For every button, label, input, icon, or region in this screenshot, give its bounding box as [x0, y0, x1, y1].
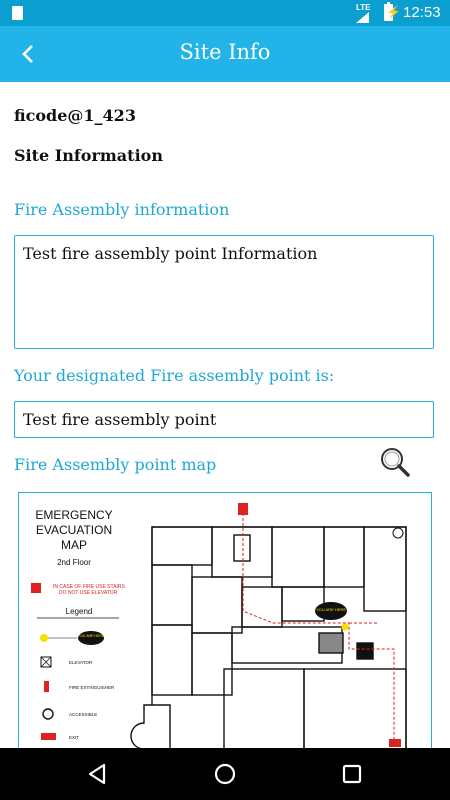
fire-assembly-info-label: Fire Assembly information	[14, 200, 230, 219]
you-are-here-text: YOU ARE HERE	[77, 634, 105, 638]
evacuation-route	[243, 513, 394, 743]
legend-accessible: ACCESSIBLE	[69, 712, 98, 717]
exit-icon	[41, 733, 56, 740]
you-are-here-marker-text: YOU ARE HERE	[315, 607, 347, 612]
accessible-map-icon	[393, 528, 403, 538]
charging-icon: ⚡	[386, 5, 401, 19]
evacuation-map[interactable]	[18, 492, 432, 750]
triangle-back-icon[interactable]	[86, 762, 110, 786]
exit-bottom-icon	[389, 739, 401, 747]
section-title: Site Information	[14, 146, 163, 165]
stairs-icon	[31, 583, 41, 593]
square-recents-icon[interactable]	[340, 762, 364, 786]
accessible-icon	[43, 709, 53, 719]
site-code: ficode@1_423	[14, 106, 136, 125]
map-warning: DO NOT USE ELEVATOR	[59, 590, 118, 596]
map-title-line: EVACUATION	[35, 523, 113, 537]
map-floor: 2nd Floor	[57, 558, 91, 567]
legend-extinguisher: FIRE EXTINGUISHER	[69, 685, 115, 690]
map-label: Fire Assembly point map	[14, 455, 217, 474]
exit-top-icon	[238, 503, 248, 515]
fire-assembly-info-field[interactable]: Test fire assembly point Information	[14, 235, 434, 349]
legend-exit: EXIT	[69, 735, 80, 740]
you-are-here-dot-icon	[40, 634, 48, 642]
magnifier-icon	[377, 445, 411, 479]
designated-point-label: Your designated Fire assembly point is:	[14, 366, 335, 385]
sd-card-icon	[12, 6, 23, 20]
map-legend-panel	[31, 508, 126, 740]
search-button[interactable]	[377, 445, 411, 479]
map-title-line: MAP	[60, 538, 88, 552]
legend-elevator: ELEVATOR	[69, 660, 93, 665]
floor-plan	[131, 527, 406, 749]
app-bar	[0, 26, 450, 82]
signal-icon	[356, 12, 369, 23]
you-are-here-dot	[342, 624, 349, 631]
designated-point-field[interactable]: Test fire assembly point	[14, 401, 434, 438]
extinguisher-icon	[44, 681, 49, 692]
navigation-bar	[0, 748, 450, 800]
page-title: Site Info	[179, 40, 271, 64]
legend-title: Legend	[65, 607, 93, 616]
clock: 12:53	[403, 4, 441, 21]
circle-home-icon[interactable]	[213, 762, 237, 786]
network-type: LTE	[356, 3, 371, 12]
status-bar	[0, 0, 450, 26]
map-warning: IN CASE OF FIRE USE STAIRS	[53, 584, 125, 590]
map-title-line: EMERGENCY	[35, 508, 113, 522]
